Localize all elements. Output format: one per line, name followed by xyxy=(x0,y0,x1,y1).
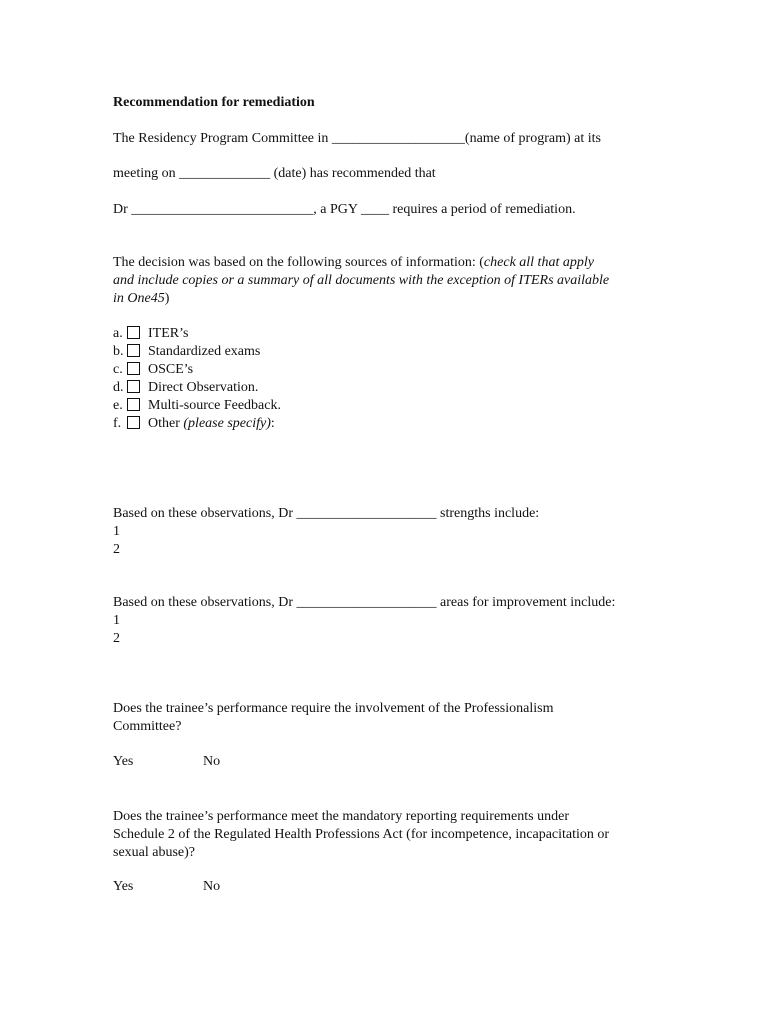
trainee-line: Dr __________________________, a PGY ____ requires a period of remediation. xyxy=(113,202,576,217)
source-row-multisource xyxy=(113,397,281,415)
source-suffix: : xyxy=(270,416,275,431)
professionalism-question-line-2: Committee? xyxy=(113,719,182,734)
source-row-direct-observation xyxy=(113,379,258,397)
exams-checkbox[interactable] xyxy=(127,344,140,357)
source-label: OSCE’s xyxy=(148,362,194,377)
decision-close-paren: ) xyxy=(164,291,170,306)
decision-lead: The decision was based on the following sources of information: ( xyxy=(113,255,484,270)
source-row-osces xyxy=(113,361,193,379)
page-title: Recommendation for remediation xyxy=(113,95,315,110)
multisource-feedback-checkbox[interactable] xyxy=(127,398,140,411)
iters-checkbox[interactable] xyxy=(127,326,140,339)
source-letter: b. xyxy=(113,344,124,359)
source-label: Other xyxy=(148,416,184,431)
strengths-line: Based on these observations, Dr ____________________ strengths include: xyxy=(113,506,540,521)
no-option[interactable]: No xyxy=(203,879,221,894)
strength-item-1: 1 xyxy=(113,524,120,539)
decision-line-2 xyxy=(113,272,609,290)
meeting-date-line: meeting on _____________ (date) has recommended that xyxy=(113,166,436,181)
yes-option[interactable]: Yes xyxy=(113,754,134,769)
reporting-answer-row xyxy=(113,878,313,896)
source-italic: (please specify) xyxy=(183,416,271,431)
decision-line-1 xyxy=(113,254,594,272)
program-committee-line: The Residency Program Committee in ___________________(name of program) at its xyxy=(113,131,601,146)
other-checkbox[interactable] xyxy=(127,416,140,429)
strength-item-2: 2 xyxy=(113,542,120,557)
no-option[interactable]: No xyxy=(203,754,221,769)
decision-italic-2: and include copies or a summary of all documents with the exception of ITERs available xyxy=(113,273,610,288)
source-label: Multi-source Feedback. xyxy=(148,398,281,413)
source-row-other xyxy=(113,415,275,433)
decision-italic-1: check all that apply xyxy=(483,255,594,270)
reporting-question-line-3: sexual abuse)? xyxy=(113,845,196,860)
yes-option[interactable]: Yes xyxy=(113,879,134,894)
osces-checkbox[interactable] xyxy=(127,362,140,375)
improvement-item-2: 2 xyxy=(113,631,120,646)
source-letter: c. xyxy=(113,362,123,377)
reporting-question-line-1: Does the trainee’s performance meet the mandatory reporting requirements under xyxy=(113,809,569,824)
source-label: Direct Observation. xyxy=(148,380,259,395)
decision-line-3 xyxy=(113,290,169,308)
source-row-iters xyxy=(113,325,188,343)
source-letter: d. xyxy=(113,380,124,395)
source-label: Standardized exams xyxy=(148,344,261,359)
source-letter: e. xyxy=(113,398,123,413)
source-letter: a. xyxy=(113,326,123,341)
source-label: ITER’s xyxy=(148,326,189,341)
direct-observation-checkbox[interactable] xyxy=(127,380,140,393)
source-row-exams xyxy=(113,343,260,361)
decision-italic-3: in One45 xyxy=(113,291,165,306)
professionalism-question-line-1: Does the trainee’s performance require the involvement of the Professionalism xyxy=(113,701,554,716)
reporting-question-line-2: Schedule 2 of the Regulated Health Professions Act (for incompetence, incapacitation or xyxy=(113,827,610,842)
source-letter: f. xyxy=(113,416,122,431)
professionalism-answer-row xyxy=(113,753,313,771)
improvement-item-1: 1 xyxy=(113,613,120,628)
improvement-line: Based on these observations, Dr ____________________ areas for improvement include: xyxy=(113,595,616,610)
